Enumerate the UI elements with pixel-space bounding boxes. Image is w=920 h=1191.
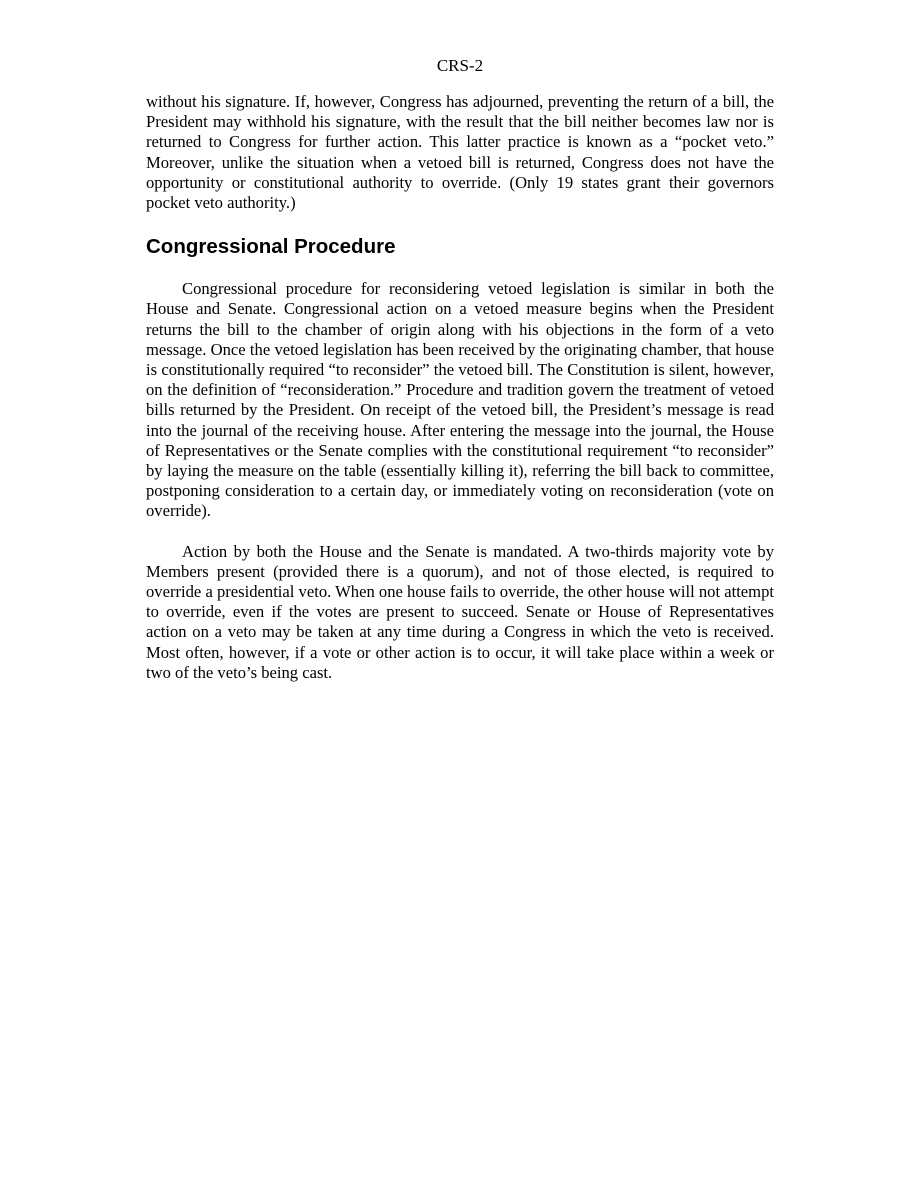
body-paragraph-2: Action by both the House and the Senate is mandated. A two-thirds majority vote by Members present (provided there is a quorum), and not of those elected, is required to override a presidential veto. When one house fails to override, the other house will not attempt to override, even if the votes are present to succeed. Senate or House of Representatives action on a veto may be taken at any time during a Congress in which the veto is received. Most often, however, if a vote or other action is to occur, it will take place within a week or two of the veto’s being cast. <box>146 541 774 682</box>
page-content <box>146 92 774 683</box>
page-number: CRS-2 <box>436 56 484 75</box>
continuation-paragraph: without his signature. If, however, Congress has adjourned, preventing the return of a bill, the President may withhold his signature, with the result that the bill neither becomes law nor is returned to Congress for further action. This latter practice is known as a “pocket veto.” Moreover, unlike the situation when a vetoed bill is returned, Congress does not have the opportunity or constitutional authority to override. (Only 19 states grant their governors pocket veto authority.) <box>146 92 774 213</box>
section-heading: Congressional Procedure <box>146 235 396 259</box>
body-paragraph-1: Congressional procedure for reconsidering vetoed legislation is similar in both the House and Senate. Congressional action on a vetoed measure begins when the President returns the bill to the chamber of origin along with his objections in the form of a veto message. Once the vetoed legislation has been received by the originating chamber, that house is constitutionally required “to reconsider” the vetoed bill. The Constitution is silent, however, on the definition of “reconsideration.” Procedure and tradition govern the treatment of vetoed bills returned by the President. On receipt of the vetoed bill, the President’s message is read into the journal of the receiving house. After entering the message into the journal, the House of Representatives or the Senate complies with the constitutional requirement “to reconsider” by laying the measure on the table (essentially killing it), referring the bill back to committee, postponing consideration to a certain day, or immediately voting on reconsideration (vote on override). <box>146 279 774 521</box>
